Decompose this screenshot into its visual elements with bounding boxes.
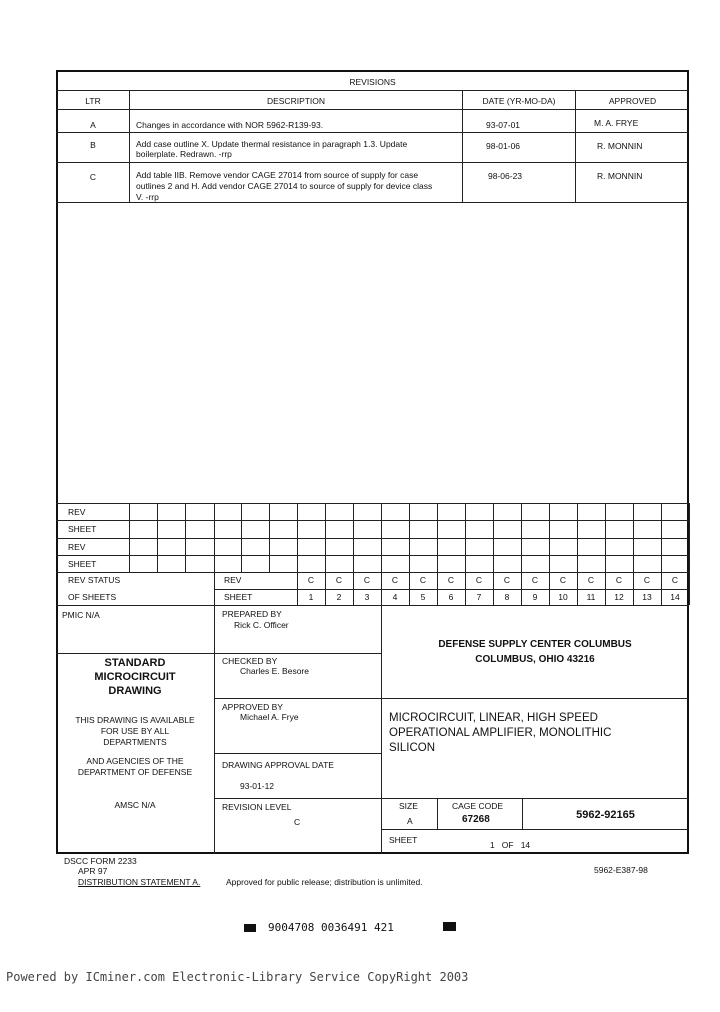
rev-row-c-description-1: Add table IIB. Remove vendor CAGE 27014 from source of supply for case [136,170,419,180]
distribution-text: Approved for public release; distribution is unlimited. [226,877,423,887]
prepared-name: Rick C. Officer [234,620,289,630]
form-number: DSCC FORM 2233 [64,856,137,866]
form-date: APR 97 [78,866,108,876]
rev-status-cell: C [671,575,679,585]
rev-status-cell: C [531,575,539,585]
prepared-label: PREPARED BY [222,609,282,619]
rev-status-cell: C [391,575,399,585]
rev-status-cell: C [587,575,595,585]
cage-label: CAGE CODE [452,801,504,811]
checked-label: CHECKED BY [222,656,278,666]
rev-status-label: REV STATUS [68,575,121,585]
rev-row-a-date: 93-07-01 [486,120,521,130]
revision-level-label: REVISION LEVEL [222,802,292,812]
sheet-number-cell: 1 [308,592,314,602]
sheet-label-1: SHEET [68,524,97,534]
powered-by: Powered by ICminer.com Electronic-Library Service CopyRight 2003 [6,970,469,984]
amsc: AMSC N/A [114,800,156,810]
rev-status-cell: C [615,575,623,585]
checked-name: Charles E. Besore [240,666,309,676]
rev-row-b-date: 98-01-06 [486,141,521,151]
rev-row-b-approved: R. MONNIN [597,141,643,151]
rev-label-1: REV [68,507,86,517]
approval-date-label: DRAWING APPROVAL DATE [222,760,334,770]
revisions-title: REVISIONS [349,77,396,87]
rev-row-b-ltr: B [90,140,96,150]
pmic: PMIC N/A [62,610,100,620]
of-sheets-label: OF SHEETS [68,592,117,602]
drawing-number: 5962-92165 [576,809,635,821]
cage-value: 67268 [462,814,490,825]
rev-header-approved: APPROVED [608,96,657,106]
sheet-number-cell: 8 [504,592,510,602]
approved-label: APPROVED BY [222,702,283,712]
sheet-row-label: SHEET [224,592,253,602]
sheet-number-cell: 10 [558,592,568,602]
rev-status-cell: C [307,575,315,585]
rev-status-cell: C [447,575,455,585]
sheet-number-cell: 13 [642,592,652,602]
rev-header-ltr: LTR [85,96,101,106]
rev-status-cell: C [503,575,511,585]
sheet-number-cell: 14 [670,592,680,602]
standard-line-3: DRAWING [108,685,162,697]
distribution-label: DISTRIBUTION STATEMENT A. [78,877,201,887]
sheet-label: SHEET [389,835,418,845]
rev-row-a-ltr: A [90,120,96,130]
rev-header-description: DESCRIPTION [266,96,326,106]
rev-status-cell: C [335,575,343,585]
rev-row-label: REV [224,575,242,585]
rev-header-date: DATE (YR-MO-DA) [482,96,556,106]
rev-status-cell: C [475,575,483,585]
sheet-number-cell: 3 [364,592,370,602]
rev-row-a-description: Changes in accordance with NOR 5962-R139-93. [136,120,324,130]
rev-status-cell: C [363,575,371,585]
rev-row-b-description-1: Add case outline X. Update thermal resistance in paragraph 1.3. Update [136,139,408,149]
rev-row-b-description-2: boilerplate. Redrawn. -rrp [136,149,232,159]
size-value: A [407,816,413,826]
rev-row-c-date: 98-06-23 [488,171,523,181]
sheet-number-cell: 2 [336,592,342,602]
rev-row-a-approved: M. A. FRYE [594,118,639,128]
revision-level: C [294,817,301,827]
rev-row-c-ltr: C [89,172,97,182]
approved-name: Michael A. Frye [240,712,299,722]
sheet-number-cell: 6 [448,592,454,602]
barcode-text: 9004708 0036491 421 [268,921,394,934]
barcode-block-left [244,924,256,932]
available-line-2: FOR USE BY ALL [100,726,170,736]
title-line-3: SILICON [389,742,436,754]
sheet-number-cell: 9 [532,592,538,602]
sheet-number-cell: 11 [586,592,596,602]
agencies-line-2: DEPARTMENT OF DEFENSE [77,767,193,777]
sheet-number-cell: 4 [392,592,398,602]
dscc-line-1: DEFENSE SUPPLY CENTER COLUMBUS [438,639,632,650]
rev-status-cell: C [559,575,567,585]
rev-row-c-approved: R. MONNIN [597,171,643,181]
title-line-2: OPERATIONAL AMPLIFIER, MONOLITHIC [389,727,612,739]
rev-row-c-description-3: V. -rrp [136,192,159,202]
dscc-line-2: COLUMBUS, OHIO 43216 [475,654,595,665]
sheet-number-cell: 5 [420,592,426,602]
doc-number: 5962-E387-98 [594,865,648,875]
agencies-line-1: AND AGENCIES OF THE [86,756,184,766]
title-line-1: MICROCIRCUIT, LINEAR, HIGH SPEED [389,712,598,724]
sheet-label-2: SHEET [68,559,97,569]
rev-status-cell: C [419,575,427,585]
standard-line-2: MICROCIRCUIT [94,671,176,683]
rev-label-2: REV [68,542,86,552]
available-line-1: THIS DRAWING IS AVAILABLE [75,715,195,725]
sheet-value: 1 OF 14 [490,840,531,850]
rev-row-c-description-2: outlines 2 and H. Add vendor CAGE 27014 to source of supply for device class [136,181,433,191]
barcode-block-right [443,922,456,931]
sheet-number-cell: 12 [614,592,624,602]
rev-status-cell: C [643,575,651,585]
sheet-number-cell: 7 [476,592,482,602]
approval-date: 93-01-12 [240,781,275,791]
size-label: SIZE [399,801,418,811]
available-line-3: DEPARTMENTS [103,737,167,747]
standard-line-1: STANDARD [104,657,166,669]
